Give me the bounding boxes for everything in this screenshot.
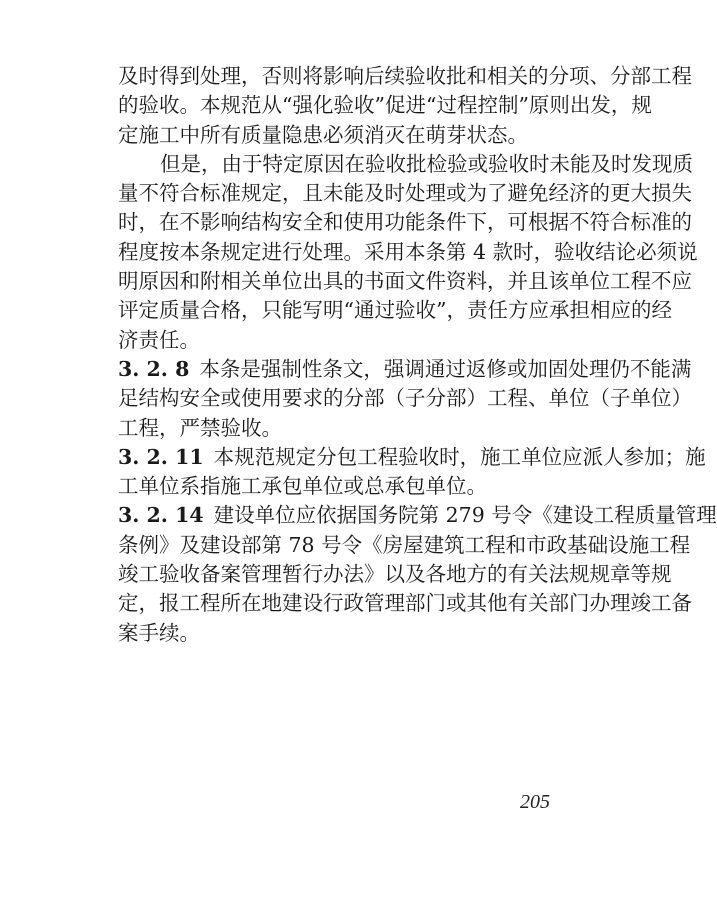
- text-line: [118, 326, 572, 355]
- clause-number: 3. 2. 11: [118, 444, 204, 469]
- line-text: 量不符合标准规定，且未能及时处理或为了避免经济的更大损失: [118, 181, 692, 206]
- clause-number: 3. 2. 14: [118, 503, 204, 528]
- line-text: 足结构安全或使用要求的分部（子分部）工程、单位（子单位）: [118, 386, 692, 411]
- line-text: 但是，由于特定原因在验收批检验或验收时未能及时发现质: [160, 151, 693, 176]
- text-line: [118, 121, 572, 150]
- text-line: [118, 414, 572, 443]
- text-line: [118, 619, 572, 648]
- text-line: [118, 589, 692, 618]
- line-text: 本规范规定分包工程验收时，施工单位应派人参加；施: [213, 444, 706, 469]
- line-text: 程度按本条规定进行处理。采用本条第 4 款时，验收结论必须说: [118, 239, 698, 264]
- text-line: [118, 560, 672, 589]
- text-line: [118, 501, 717, 530]
- line-text: 济责任。: [118, 327, 200, 352]
- line-text: 建设单位应依据国务院第 279 号令《建设工程质量管理: [213, 503, 717, 528]
- text-line: [118, 150, 693, 179]
- line-text: 的验收。本规范从“强化验收”促进“过程控制”原则出发，规: [118, 93, 652, 118]
- clause-number: 3. 2. 8: [118, 356, 190, 381]
- line-text: 竣工验收备案管理暂行办法》以及各地方的有关法规规章等规: [118, 562, 672, 587]
- page-number: 205: [520, 791, 550, 813]
- line-text: 定，报工程所在地建设行政管理部门或其他有关部门办理竣工备: [118, 591, 692, 616]
- line-text: 时，在不影响结构安全和使用功能条件下，可根据不符合标准的: [118, 210, 692, 235]
- text-line: [118, 443, 706, 472]
- line-text: 明原因和附相关单位出具的书面文件资料，并且该单位工程不应: [118, 269, 692, 294]
- line-text: 案手续。: [118, 620, 200, 645]
- text-line: [118, 91, 652, 120]
- text-line: [118, 472, 572, 501]
- text-line: [118, 384, 692, 413]
- text-line: [118, 179, 692, 208]
- text-line: [118, 355, 692, 384]
- line-text: 工程，严禁验收。: [118, 415, 282, 440]
- line-text: 工单位系指施工承包单位或总承包单位。: [118, 474, 487, 499]
- line-text: 评定质量合格，只能写明“通过验收”，责任方应承担相应的经: [118, 298, 672, 323]
- line-text: 条例》及建设部第 78 号令《房屋建筑工程和市政基础设施工程: [118, 532, 691, 557]
- text-line: [118, 62, 692, 91]
- text-line: [118, 531, 691, 560]
- text-line: [118, 296, 672, 325]
- body-text: [118, 62, 717, 648]
- text-line: [118, 208, 692, 237]
- text-line: [118, 267, 692, 296]
- text-line: [118, 238, 698, 267]
- line-text: 本条是强制性条文，强调通过返修或加固处理仍不能满: [199, 356, 692, 381]
- line-text: 及时得到处理，否则将影响后续验收批和相关的分项、分部工程: [118, 64, 692, 88]
- line-text: 定施工中所有质量隐患必须消灭在萌芽状态。: [118, 122, 528, 147]
